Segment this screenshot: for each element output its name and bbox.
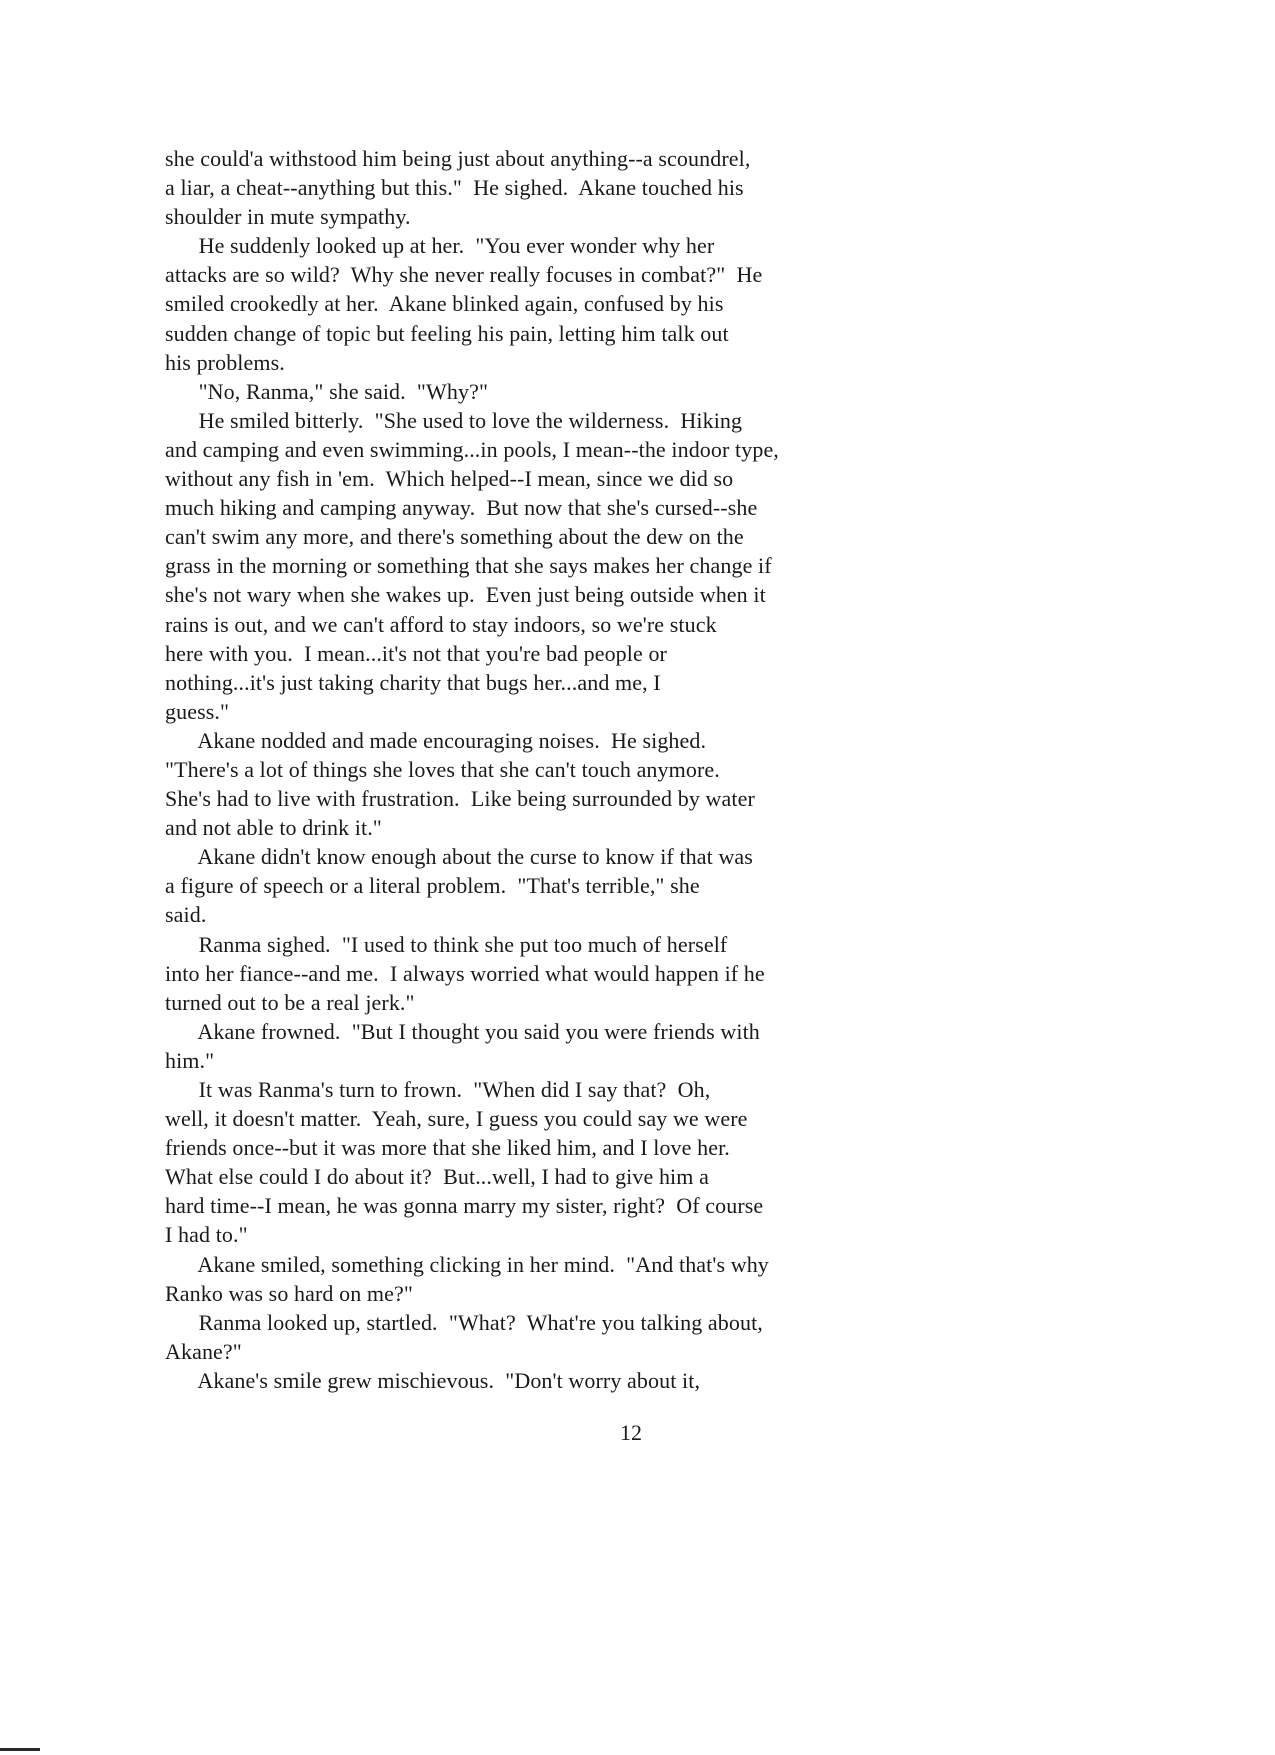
text-line: she's not wary when she wakes up. Even just being outside when it [165,582,766,608]
text-line: sudden change of topic but feeling his pain, letting him talk out [165,320,729,346]
text-line: Ranma looked up, startled. "What? What're you talking about, [165,1309,763,1335]
text-line: "No, Ranma," she said. "Why?" [165,378,489,404]
text-line: guess." [165,698,230,724]
text-line: hard time--I mean, he was gonna marry my sister, right? Of course [165,1193,764,1219]
text-line: Ranko was so hard on me?" [165,1280,413,1306]
text-line: Akane?" [165,1338,242,1364]
text-line: nothing...it's just taking charity that bugs her...and me, I [165,669,661,695]
text-line: He suddenly looked up at her. "You ever wonder why her [165,233,715,259]
text-line: Akane's smile grew mischievous. "Don't worry about it, [165,1367,701,1393]
text-line: turned out to be a real jerk." [165,989,415,1015]
text-line: smiled crookedly at her. Akane blinked again, confused by his [165,291,724,317]
page-number: 12 [620,1420,642,1445]
text-line: rains is out, and we can't afford to stay indoors, so we're stuck [165,611,717,637]
text-line: Akane frowned. "But I thought you said you were friends with [165,1018,760,1044]
text-line: Akane smiled, something clicking in her mind. "And that's why [165,1251,769,1277]
text-line: his problems. [165,349,285,375]
text-line: It was Ranma's turn to frown. "When did I say that? Oh, [165,1077,711,1102]
text-line: without any fish in 'em. Which helped--I mean, since we did so [165,466,734,492]
text-line: shoulder in mute sympathy. [165,204,411,230]
text-line: She's had to live with frustration. Like being surrounded by water [165,786,755,812]
text-line: much hiking and camping anyway. But now that she's cursed--she [165,495,758,521]
text-line: and camping and even swimming...in pools, I mean--the indoor type, [165,436,779,462]
text-line: grass in the morning or something that she says makes her change if [165,553,772,579]
text-line: What else could I do about it? But...well, I had to give him a [165,1164,709,1190]
text-line: Akane nodded and made encouraging noises. He sighed. [165,727,707,753]
text-line: Akane didn't know enough about the curse to know if that was [165,844,753,870]
text-line: He smiled bitterly. "She used to love the wilderness. Hiking [165,407,743,433]
text-line: attacks are so wild? Why she never really focuses in combat?" He [165,262,763,288]
text-line: said. [165,902,207,928]
text-line: she could'a withstood him being just about anything--a scoundrel, [165,146,751,171]
text-line: can't swim any more, and there's something about the dew on the [165,524,744,550]
text-line: into her fiance--and me. I always worried what would happen if he [165,960,765,986]
scan-edge-mark [0,1748,40,1751]
text-line: here with you. I mean...it's not that you're bad people or [165,640,667,666]
text-line: I had to." [165,1222,248,1248]
text-line: Ranma sighed. "I used to think she put too much of herself [165,931,728,957]
text-line: friends once--but it was more that she liked him, and I love her. [165,1135,730,1161]
text-line: well, it doesn't matter. Yeah, sure, I guess you could say we were [165,1106,748,1132]
text-line: a liar, a cheat--anything but this." He sighed. Akane touched his [165,175,744,201]
text-line: a figure of speech or a literal problem. "That's terrible," she [165,873,700,899]
text-line: him." [165,1047,215,1073]
text-line: and not able to drink it." [165,815,382,841]
text-line: "There's a lot of things she loves that she can't touch anymore. [165,756,720,782]
body-text [165,144,865,1395]
